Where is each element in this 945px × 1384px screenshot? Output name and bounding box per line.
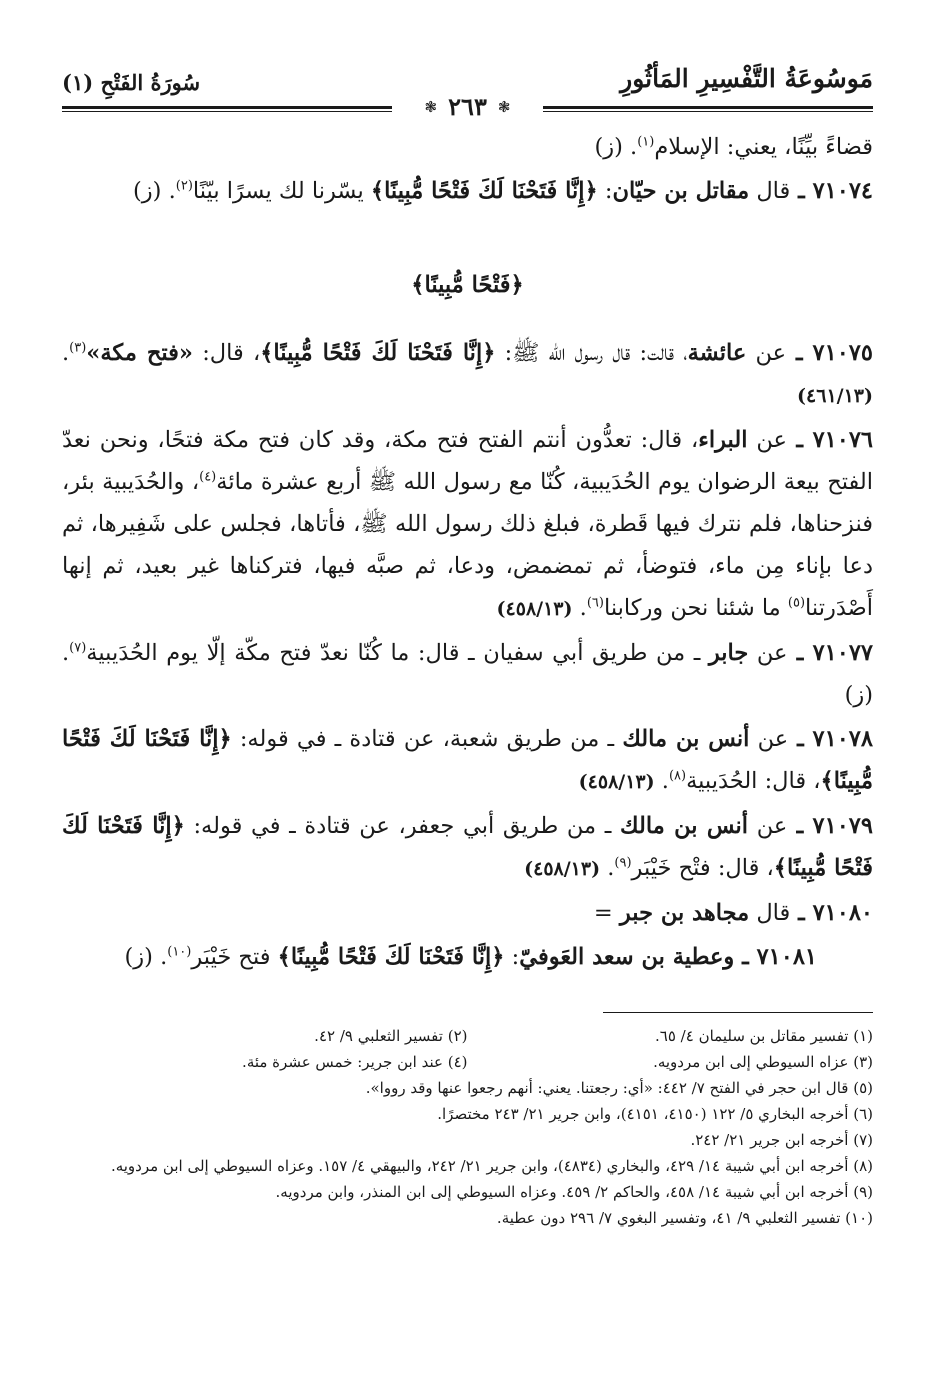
text-run: : [597, 178, 613, 204]
narrator-name: عائشة [687, 340, 747, 366]
footnote-7: (٧) أخرجه ابن جرير ٢١/ ٢٤٢. [690, 1131, 873, 1149]
source-reference: (٤٥٨/١٣) [496, 598, 573, 620]
quran-verse: ﴿إِنَّا فَتَحْنَا لَكَ فَتْحًا مُّبِينًا﴾ [370, 178, 598, 204]
narration-number: ٧١٠٧٤ ـ [790, 178, 873, 204]
narrator-name: مجاهد بن جبر [619, 900, 750, 926]
paragraph-p71077 [62, 632, 873, 716]
footnote-marker: (١) [637, 134, 655, 150]
quran-verse: ﴿إِنَّا فَتَحْنَا لَكَ فَتْحًا مُّبِينًا﴾ [277, 944, 505, 970]
footnote-6: (٦) أخرجه البخاري ٥/ ١٢٢ (٤١٥٠، ٤١٥١)، وابن جرير ٢١/ ٢٤٣ مختصرًا. [437, 1105, 873, 1123]
text-run: يسّرنا لك يسرًا بيّنًا [192, 178, 371, 204]
text-run: . (ز) [62, 640, 873, 708]
footnote-row [62, 1023, 873, 1049]
text-run: . (ز) [124, 944, 168, 970]
surah-title: سُورَةُ الفَتْحِ (١) [62, 70, 201, 95]
main-text [62, 126, 873, 978]
narration-number: ٧١٠٧٩ ـ [787, 813, 873, 839]
narration-number: ٧١٠٨٠ ـ [790, 900, 873, 926]
text-run: ، قالت: قال رسول الله ﷺ: [495, 340, 688, 366]
paragraph-p71081 [62, 936, 873, 978]
footnote-marker: (٩) [614, 855, 632, 871]
text-run: = [593, 900, 620, 926]
source-reference: (٤٥٨/١٣) [524, 858, 601, 880]
source-reference: (٤٥٨/١٣) [578, 771, 655, 793]
text-run: ، قال: الحُدَيبية [686, 768, 821, 794]
footnote-4: (٤) عند ابن جرير: خمس عشرة مئة. [242, 1053, 468, 1071]
text-run: ـ من طريق شعبة، عن قتادة ـ في قوله: [231, 726, 623, 752]
narrator-name: مقاتل بن حيّان [612, 178, 750, 204]
footnote-10: (١٠) تفسير الثعلبي ٩/ ٤١، وتفسير البغوي ٧/ ٢٩٦ دون عطية. [496, 1209, 873, 1227]
book-title: مَوسُوعَةُ التَّفْسِيرِ المَأثُورِ [620, 64, 873, 93]
text-run: . [600, 855, 615, 881]
paragraph-group-narrations [62, 332, 873, 978]
footnote-9: (٩) أخرجه ابن أبي شيبة ١٤/ ٤٥٨، والحاكم ٢/ ٤٥٩. وعزاه السيوطي إلى ابن المنذر، وابن مردويه. [275, 1183, 873, 1201]
text-run: فتح خَيْبَر [191, 944, 278, 970]
footnote-5: (٥) قال ابن حجر في الفتح ٧/ ٤٤٢: «أي: رجعتنا. يعني: أنهم رجعوا عنها وقد رووا». [365, 1079, 873, 1097]
footnote-8: (٨) أخرجه ابن أبي شيبة ١٤/ ٤٢٩، والبخاري (٤٨٣٤)، وابن جرير ٢١/ ٢٤٢، والبيهقي ٤/ ١٥٧. وعزاه السيوطي إلى ابن مردويه. [110, 1157, 873, 1175]
text-run: . [572, 595, 587, 621]
footnote-1: (١) تفسير مقاتل بن سليمان ٤/ ٦٥. [655, 1027, 873, 1045]
text-run: عن [748, 640, 788, 666]
footnote-row [62, 1049, 873, 1075]
footnote-marker: (٢) [175, 178, 193, 194]
ornament-icon: ❃ [497, 97, 511, 116]
quran-verse: ﴿إِنَّا فَتَحْنَا لَكَ فَتْحًا مُّبِينًا﴾ [62, 813, 873, 881]
text-run: ، والحُدَيبية بئر، فنزحناها، فلم نترك فيها قَطرة، فبلغ ذلك رسول الله ﷺ، فأتاها، فجلس على شَفِيرها، ثم دعا بإناء مِن ماء، فتوضأ، ثم تمضمض، ودعا، ثم صبَّه فيها، فتركناها غير بعيد، ثم إنها أَصْدَرتنا [62, 469, 873, 621]
narration-number: ٧١٠٧٥ ـ [786, 340, 873, 366]
ornament-icon: ❃ [424, 97, 438, 116]
text-run: . [62, 340, 70, 366]
quran-verse: ﴿إِنَّا فَتَحْنَا لَكَ فَتْحًا مُّبِينًا﴾ [62, 726, 873, 794]
narrator-name: أنس بن مالك [620, 813, 749, 839]
footnote-marker: (٦) [586, 595, 604, 611]
footnote-marker: (٨) [668, 768, 687, 784]
page-number: ٢٦٣ [448, 92, 487, 121]
footnote-marker: (٥) [787, 595, 806, 611]
paragraph-group-intro [62, 126, 873, 212]
text-run: قال [749, 900, 791, 926]
source-reference: (٤٦١/١٣) [797, 385, 873, 407]
text-run: عن [748, 813, 788, 839]
text-run: عن [747, 427, 787, 453]
paragraph-p0 [62, 126, 873, 168]
footnote-marker: (١٠) [167, 944, 192, 960]
paragraph-p71074 [62, 170, 873, 212]
text-run: ، قال: [192, 340, 261, 366]
section-heading: ﴿فَتْحًا مُّبِينًا﴾ [411, 272, 524, 298]
page [62, 62, 873, 1344]
text-run: ـ من طريق أبي سفيان ـ قال: ما كُنّا نعدّ فتح مكّة إلّا يوم الحُدَيبية [86, 640, 709, 666]
text-run: : [504, 944, 520, 970]
narrator-name: جابر [708, 640, 749, 666]
paragraph-p71075 [62, 332, 873, 417]
quran-verse: ﴿إِنَّا فَتَحْنَا لَكَ فَتْحًا مُّبِينًا﴾ [260, 340, 496, 366]
narrator-name: «فتح مكة» [86, 340, 193, 366]
paragraph-p71076 [62, 419, 873, 630]
text-run: . [654, 768, 669, 794]
page-number-block [62, 92, 873, 121]
page-header [62, 62, 873, 126]
text-run: قال [749, 178, 791, 204]
footnote-marker: (٤) [199, 469, 217, 485]
footnote-marker: (٧) [69, 640, 87, 656]
footnotes [62, 1023, 873, 1231]
footnote-marker: (٣) [69, 340, 87, 356]
text-run: ما شئنا نحن وركابنا [603, 595, 788, 621]
text-run: عن [746, 340, 787, 366]
text-run: ، قال: فتْح خَيْبَر [631, 855, 774, 881]
text-run: ، قال: تعدُّون أنتم الفتح فتح مكة، وقد كان فتح مكة فتحًا، ونحن نعدّ الفتح بيعة الرضوان يوم الحُدَيبية، كُنّا مع رسول الله ﷺ أربع عشرة مائة [62, 427, 874, 495]
narration-number: ٧١٠٨١ ـ [734, 944, 817, 970]
text-run: . (ز) [594, 134, 638, 160]
narration-number: ٧١٠٧٨ ـ [788, 726, 873, 752]
text-run: . (ز) [133, 178, 176, 204]
narrator-name: أنس بن مالك [622, 726, 750, 752]
footnote-divider [603, 1012, 873, 1013]
text-run: ـ من طريق أبي جعفر، عن قتادة ـ في قوله: [184, 813, 621, 839]
footnote-3: (٣) عزاه السيوطي إلى ابن مردويه. [653, 1053, 873, 1071]
text-run: عن [749, 726, 789, 752]
narrator-name: وعطية بن سعد العَوفيّ [519, 944, 735, 970]
narrator-name: البراء [698, 427, 748, 453]
paragraph-p71078 [62, 718, 873, 803]
narration-number: ٧١٠٧٦ ـ [786, 427, 873, 453]
footnote-2: (٢) تفسير الثعلبي ٩/ ٤٢. [314, 1027, 468, 1045]
narration-number: ٧١٠٧٧ ـ [787, 640, 874, 666]
text-run: قضاءً بيِّنًا، يعني: الإسلام [654, 134, 873, 160]
paragraph-p71080 [62, 892, 873, 934]
paragraph-p71079 [62, 805, 873, 890]
